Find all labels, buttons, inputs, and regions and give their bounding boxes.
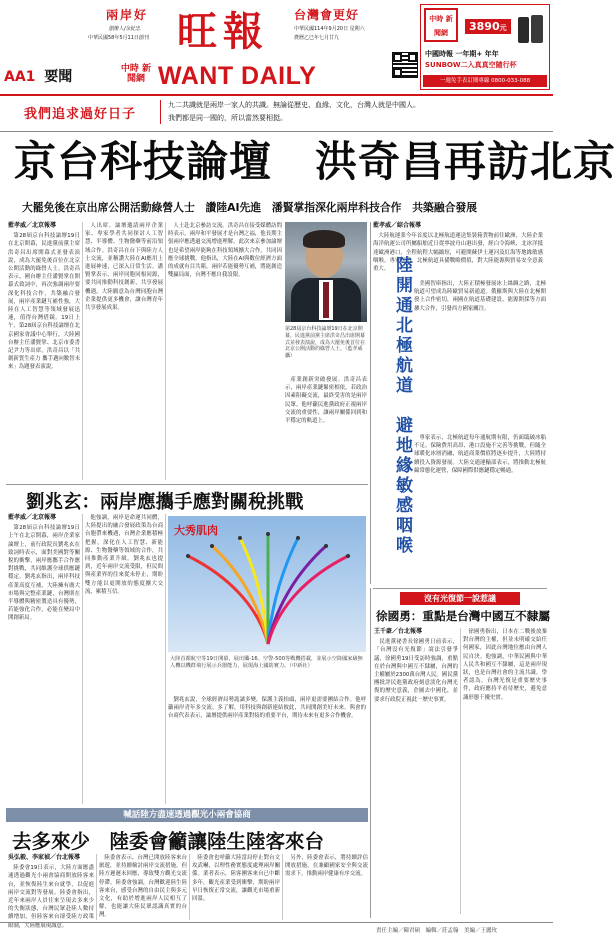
bottom-headline: 去多來少 陸委會籲讓陸生陸客來台	[12, 830, 325, 853]
airshow-photo[interactable]	[168, 516, 366, 652]
lead-col-4-text: 產業創新突破發展。洪奇昌表示，兩岸產業鏈緊密相依，若政治因素阻礙交流，最終受害的是兩岸民眾。他呼籲民進黨政府正視兩岸交流的重要性，讓兩岸關係回到和平穩定的軌道上。	[285, 377, 367, 425]
bottom-byline: 吳弘毅、李家禎／台北報導	[8, 854, 81, 861]
masthead-rule	[0, 94, 553, 96]
ad-product: SUNBOW二入真真空隨行杯	[425, 61, 517, 69]
airshow-caption: 大陸首都航空等19日開幕，展出殲-16、空警-500等戰機搭載，並展示空降國家級無人機以機群飛行展示兵器能力，展現海上國防實力。（中新社）	[170, 656, 363, 669]
statement-line-2: 我們都是同一國的，所以當然要相挺。	[168, 114, 287, 122]
bottom-col-4-text: 另外，陸委會表示，將持續評估開放措施，在兼顧國家安全與交流需求下，推動兩岸健康有序交流。	[285, 855, 368, 878]
story2-col-2	[85, 514, 163, 804]
ad-price: 3890	[469, 20, 500, 33]
story2-col-1-text: 第28屆京台科技論壇19日上午在北京開幕，兩岸企業家論壇上，前行政院長劉兆玄在致詞時表示，面對美國對等關稅的衝擊，兩岸應攜手合作應對挑戰，共同維護全球供應鏈穩定。劉兆玄指出，兩岸科技產業高度互補，大陸擁有廣大市場與完整產業鏈，台灣則在半導體與精密製造具有優勢，若能強化合作，必能在變局中開創新局。	[8, 525, 80, 622]
bottom-banner-text: 喊話陸方盡速透過觀光小兩會協商	[123, 810, 251, 820]
lead-col-3	[168, 222, 282, 480]
bottom-col-3-text: 陸委會也呼籲大陸當局停止對台文攻武嚇，以理性務實態度處理兩岸關係。業者表示，陸客團客來台已中斷多年，觀光產業受到衝擊，期盼兩岸早日恢復正常交流，讓觀光市場重新回溫。	[192, 855, 280, 903]
issue-date: 中華民國114年9月20日 星期六	[294, 26, 365, 32]
story3-tag	[400, 592, 520, 605]
ad-hotline	[423, 75, 547, 87]
story3-col-1	[374, 628, 458, 914]
lead-byline: 藍孝威／北京報導	[8, 222, 57, 229]
lead-photo[interactable]	[285, 222, 367, 322]
story3-col-1-text: 民進黨祕書長徐國勇日前表示，「台灣沒有光復節」說法引發爭議，徐國勇19日受訪時強調，重點在於台灣與中國互不隸屬，台灣的主權屬於2300萬台灣人民。國民黨團批評民進黨政府刻意淡化台灣光復的歷史意義，企圖去中國化，並要求行政院正視此一歷史事實。	[374, 639, 458, 703]
lead-subhead: 大罷免後在京出席公開活動綠營人士 讚陸AI先進 潘賢掌指深化兩岸科技合作 共築融合發展	[22, 201, 478, 214]
bottom-col-1-text: 陸委會19日表示，大陸方面應盡速透過觀光小兩會協商開放陸客來台，並恢復陸生來台就學，以促進兩岸交流對等發展。陸委會指出，近年來兩岸人員往來呈現去多來少的失衡狀態，台灣民眾赴陸人數持續增加，但陸客來台卻受陸方政策限制，大陸應展現誠意。	[8, 865, 94, 929]
lead-col-1	[8, 222, 80, 480]
ad-brand-text: 中時 新聞網	[429, 15, 453, 37]
story2-col-2-text: 他強調，兩岸是命運共同體，大陸提出的融合發展政策為台商台胞帶來機遇，台灣企業應積極把握，深化在人工智慧、新能源、生物醫藥等領域的合作，共同推動產業升級。劉兆玄也提到，近年兩岸交流受限，但民間與產業界的往來從未停止，期盼雙方能以更開放的態度擴大交流，累積互信。	[85, 515, 163, 595]
lead-col-1-text: 第28屆京台科技論壇19日在北京開幕，民進黨前黨主席洪奇昌出席開幕式並發表演說，成為大罷免後首位在北京公開活動的綠營人士。洪奇昌表示，國台辦主任潘賢掌在開幕式致詞中，再次強調兩岸要深化科技合作，共築融合發展，兩岸產業鏈互補性強，大陸在人工智慧等領域發展迅速，值得台灣借鏡。19日上午，第28屆京台科技論壇在北京國家會議中心舉行，大陸國台辦主任潘賢掌、北京市委書記尹力等出席，洪奇昌以「共創新質生產力 攜手邁向數智未來」為題發表演說。	[8, 233, 80, 371]
bottom-col-4	[285, 854, 368, 920]
statement-line-1: 九二共識就是兩岸一家人的共識。無論從歷史、血緣、文化，台灣人就是中國人。	[168, 101, 420, 109]
story2-byline: 藍孝威／北京報導	[8, 514, 57, 521]
masthead	[0, 0, 553, 96]
ad-hotline-text: 一週免手表訂閱專線 0800-033-088	[439, 78, 531, 84]
bottom-col-1	[8, 854, 94, 929]
qr-code[interactable]	[392, 52, 418, 78]
page-number	[4, 66, 72, 86]
ad-top[interactable]	[420, 4, 550, 90]
side-vertical-headline: 陸開通北極航道 避地緣敏感咽喉	[392, 256, 412, 556]
footer-credits: 責任主編／陳君碩 編輯／莊孟翰 美編／王麗玫	[376, 928, 498, 934]
ad-brand-box	[424, 8, 458, 42]
bottom-col-2	[99, 854, 187, 920]
bottom-col-3	[192, 854, 280, 920]
story2-col-3-text: 劉兆玄說，全球經濟局勢詭譎多變，保護主義抬頭，兩岸更需要團結合作。他呼籲兩岸青年多交流、多了解，用科技與創新連結彼此，共同開創美好未來。與會的台商代表表示，論壇提供兩岸產業對接的重要平台，期待未來有更多合作機會。	[168, 697, 366, 720]
airshow-photo-tag: 大秀肌肉	[174, 524, 218, 537]
lead-col-2	[85, 222, 163, 480]
motto: 我們追求過好日子	[24, 107, 137, 122]
masthead-logo: 旺報	[177, 8, 269, 55]
lead-col-4	[285, 376, 367, 480]
side-text-2: 美國智庫指出，大陸正積極發展冰上絲綢之路，北極航道可望成為陸歐貿易新通道。俄羅斯與大陸在北極開發上合作密切，兩國在航道基礎建設、能源開採等方面擴大合作，引發西方國家關注。	[414, 281, 546, 312]
logo-badge-text: 中時 新聞網	[120, 64, 152, 84]
logo-badge	[120, 64, 152, 86]
story2-col-3	[168, 696, 366, 804]
ad-tagline: 中國時報 一年期+ 年年	[425, 50, 499, 58]
lead-col-2-text: 人出席。論壇邀請兩岸企業家、專家學者共同探討人工智慧、半導體、生物醫藥等前沿領域合作。洪奇昌在台下與陸方人士交流，並稱讚大陸在AI應用上進展神速，已深入日常生活。潘賢掌表示，兩岸同胞同根同源，要共同推動科技創新，共享發展機遇，大陸願意為台灣同胞台灣企業提供更多機會，讓台灣青年共享發展成果。	[85, 223, 163, 312]
founder: 創辦人/余紀忠	[109, 26, 141, 32]
side-text-1: 大陸航運業今年首度以北極航道運送集裝箱貨物前往歐洲，大陸企業海洋航運公司所屬船舶近日從寧波舟山港出發，經白令海峽、北冰洋抵達歐洲港口，全程航程大幅縮短，可避開蘇伊士運河及紅海等地緣敏感咽喉。專家指出，北極航道具備戰略價值，對大陸能源與貿易安全意義重大。	[373, 233, 543, 273]
founded-date: 中華民國58年5月11日創刊	[88, 35, 149, 41]
lead-headline: 京台科技論壇 洪奇昌再訪北京	[14, 137, 616, 186]
masthead-logo-en: WANT DAILY	[158, 62, 317, 90]
section-name: 要聞	[44, 69, 73, 85]
lead-col-3-text: 人士赴北京參訪交流。洪奇昌在接受媒體訪問時表示，兩岸和平發展才是台灣之福，他長期主張兩岸應透過交流增進理解，此次來京參加論壇也是希望兩岸能夠在科技領域擴大合作，共同因應全球挑戰。他指出，大陸在AI與數位經濟方面的成就有目共睹，兩岸若能優勢互補，將能創造雙贏局面，台灣不應自我設限。	[168, 223, 282, 279]
lead-photo-caption: 第28屆京台科技論壇19日在北京開幕，民進黨前黨主席洪奇昌出席開幕式並發表演說，成為大罷免後首位在北京公開活動的綠營人士。（藍孝威攝）	[285, 326, 366, 360]
bottom-col-2-text: 陸委會表示，台灣已開放陸客來台旅遊，並持續檢討兩岸交流措施，但陸方遲遲未回應，導致雙方觀光交流停滯。陸委會強調，台灣歡迎陸生陸客來台，感受台灣的自由民主與多元文化，有助於增進兩岸人民相互了解，也能讓大陸民眾認識真實的台灣。	[99, 855, 187, 919]
side-story-col-3	[414, 434, 546, 584]
slogan-right: 台灣會更好	[294, 8, 360, 22]
page-code: AA1	[4, 69, 36, 85]
lunar-date: 農曆乙巳年七月廿九	[294, 35, 340, 41]
story3-col-2	[463, 628, 547, 914]
bottom-banner	[6, 808, 368, 822]
story3-headline: 徐國勇：重點是台灣中國互不隸屬	[376, 609, 550, 623]
slogan-left: 兩岸好	[106, 8, 149, 22]
story2-headline: 劉兆玄：兩岸應攜手應對關稅挑戰	[26, 492, 304, 513]
side-story-col-2	[414, 280, 546, 432]
story3-tag-text: 沒有光復節一說惹議	[424, 594, 496, 603]
ad-price-tag	[465, 19, 511, 34]
ad-product-image	[516, 13, 546, 45]
side-text-3: 專家表示，北極航道每年通航期有限，仍面臨破冰船不足、保險費用高昂、港口設施不完善等挑戰，但隨全球暖化冰層消融，航道商業價值將逐步提升，大陸將持續投入資源發展。大陸交通運輸部表示，將推動北極航線常態化運營，保障國際供應鏈穩定暢通。	[414, 435, 546, 474]
side-byline: 藍孝威／綜合報導	[373, 222, 422, 229]
ad-price-unit: 元	[499, 24, 507, 32]
story2-col-1	[8, 514, 80, 804]
story3-col-2-text: 徐國勇指出，日本在二戰後放棄對台灣的主權，但並未明確交給任何國家，因此台灣地位應由台灣人民自決。他強調，中華民國與中華人民共和國互不隸屬，這是兩岸現狀，也是台灣社會的主流共識。學者認為，台灣光復是重要歷史事件，政府應持平看待歷史，避免意識形態干擾史實。	[463, 629, 547, 701]
story3-byline: 王千豪／台北報導	[374, 628, 423, 635]
